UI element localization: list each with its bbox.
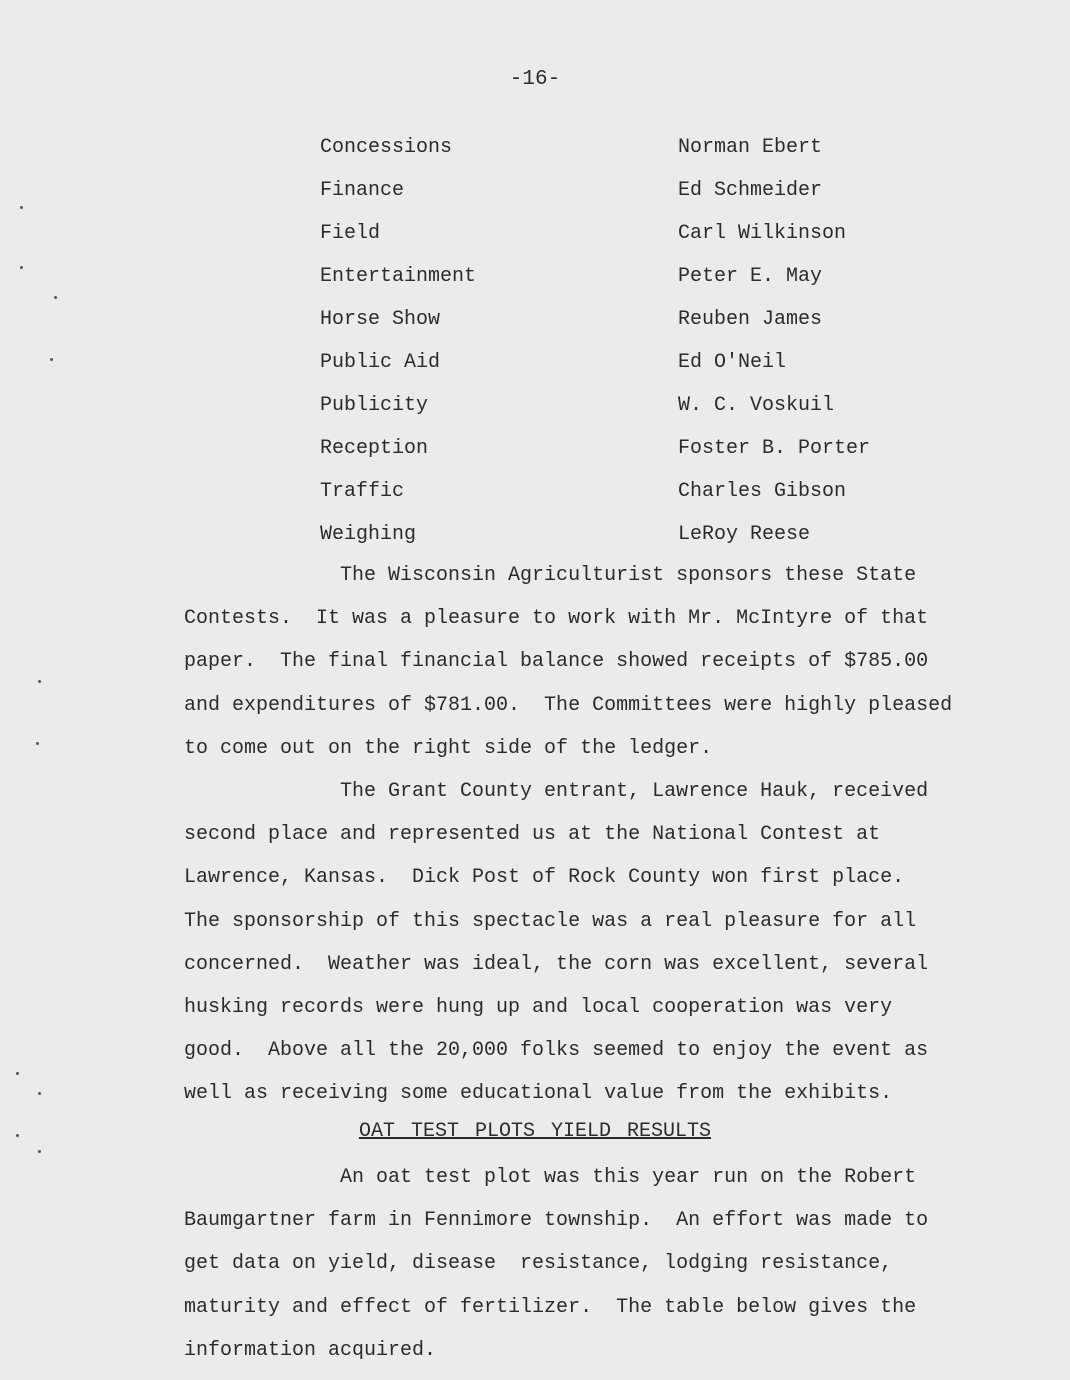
committee-name: Concessions: [320, 136, 453, 159]
committee-row: [0, 214, 1070, 257]
committee-name: Field: [320, 222, 381, 245]
committee-row: [0, 257, 1070, 300]
text-line: Baumgartner farm in Fennimore township. An effort was made to: [184, 1209, 929, 1233]
committee-name: Entertainment: [320, 265, 477, 288]
committee-name: Reception: [320, 437, 429, 460]
text-line: concerned. Weather was ideal, the corn was excellent, several: [184, 952, 929, 976]
text-line: information acquired.: [184, 1338, 437, 1362]
text-line: good. Above all the 20,000 folks seemed to enjoy the event as: [184, 1039, 929, 1063]
margin-speck: [20, 206, 23, 209]
section-heading: OAT TEST PLOTS YIELD RESULTS: [358, 1120, 712, 1143]
margin-speck: [54, 296, 57, 299]
text-line: The Grant County entrant, Lawrence Hauk, received: [184, 780, 929, 803]
text-line: maturity and effect of fertilizer. The table below gives the: [184, 1295, 917, 1319]
paragraph-sponsorship: [184, 554, 1014, 770]
committee-person: LeRoy Reese: [678, 523, 811, 546]
margin-speck: [16, 1134, 19, 1137]
committee-name: Weighing: [320, 523, 417, 546]
text-line: The sponsorship of this spectacle was a real pleasure for all: [184, 909, 917, 933]
margin-speck: [20, 266, 23, 269]
committee-person: Ed Schmeider: [678, 179, 823, 202]
text-line: An oat test plot was this year run on the Robert: [184, 1166, 917, 1189]
margin-speck: [38, 1150, 41, 1153]
committee-row: [0, 472, 1070, 515]
text-line: paper. The final financial balance showed receipts of $785.00: [184, 650, 929, 674]
committee-person: Charles Gibson: [678, 480, 847, 503]
committee-row: [0, 300, 1070, 343]
committee-row: [0, 386, 1070, 429]
margin-speck: [38, 680, 41, 683]
text-line: husking records were hung up and local cooperation was very: [184, 996, 893, 1020]
committee-person: Carl Wilkinson: [678, 222, 847, 245]
committee-person: Ed O'Neil: [678, 351, 787, 374]
text-line: to come out on the right side of the ledger.: [184, 736, 713, 760]
committee-row: [0, 128, 1070, 171]
text-line: Lawrence, Kansas. Dick Post of Rock County won first place.: [184, 866, 905, 890]
paragraph-contest: [184, 770, 1014, 1116]
committee-person: Reuben James: [678, 308, 823, 331]
text-line: The Wisconsin Agriculturist sponsors these State: [184, 564, 917, 587]
margin-speck: [50, 358, 53, 361]
text-line: well as receiving some educational value from the exhibits.: [184, 1082, 893, 1106]
committee-name: Publicity: [320, 394, 429, 417]
margin-speck: [36, 742, 39, 745]
committee-person: W. C. Voskuil: [678, 394, 835, 417]
text-line: and expenditures of $781.00. The Committees were highly pleased: [184, 693, 953, 717]
committee-person: Norman Ebert: [678, 136, 823, 159]
committee-person: Peter E. May: [678, 265, 823, 288]
text-line: get data on yield, disease resistance, lodging resistance,: [184, 1252, 893, 1276]
committee-name: Traffic: [320, 480, 405, 503]
margin-speck: [16, 1072, 19, 1075]
text-line: Contests. It was a pleasure to work with Mr. McIntyre of that: [184, 607, 929, 631]
committee-row: [0, 171, 1070, 214]
margin-speck: [38, 1092, 41, 1095]
paragraph-oat-test: [184, 1156, 1014, 1372]
page-number: -16-: [509, 68, 561, 91]
committee-person: Foster B. Porter: [678, 437, 871, 460]
committee-list: [0, 128, 1070, 558]
committee-row: [0, 429, 1070, 472]
committee-name: Finance: [320, 179, 405, 202]
committee-name: Horse Show: [320, 308, 441, 331]
text-line: second place and represented us at the National Contest at: [184, 823, 881, 847]
committee-name: Public Aid: [320, 351, 441, 374]
committee-row: [0, 343, 1070, 386]
committee-row: [0, 515, 1070, 558]
